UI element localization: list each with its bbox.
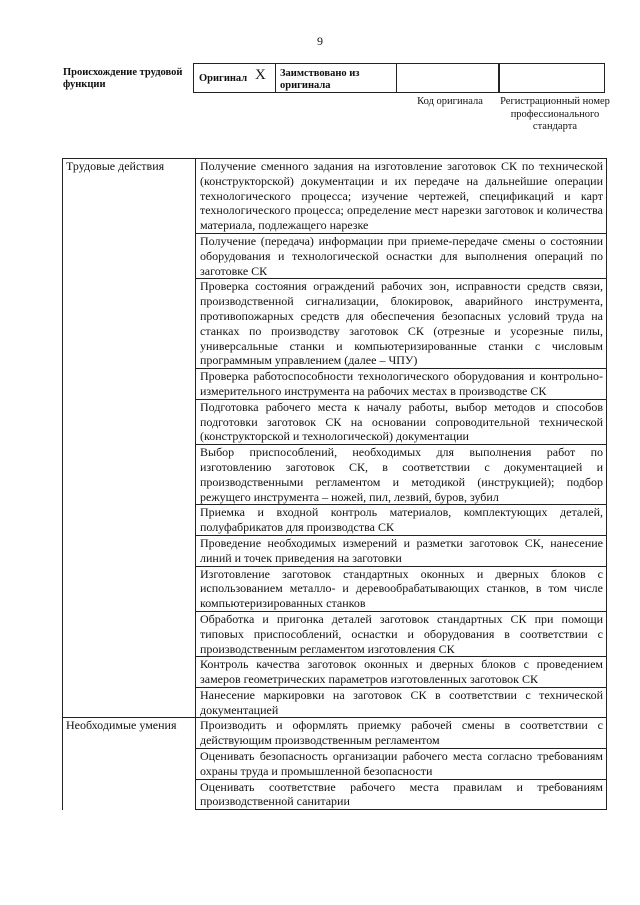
section-label-cell	[63, 399, 196, 444]
original-label: Оригинал	[199, 73, 248, 84]
origin-bottom-border	[397, 92, 605, 93]
section-label-cell	[63, 611, 196, 656]
section-item: Обработка и пригонка деталей заготовок стандартных СК при помощи типовых приспособлений, оснастки и оборудования в соответствии с производственным регламентом изготовления СК	[196, 611, 607, 656]
page-number: 9	[317, 34, 323, 48]
section-label-cell	[63, 657, 196, 688]
section-item: Подготовка рабочего места к началу работы, выбор методов и способов подготовки заготовок СК на основании сопроводительной технической (конструкторской и технологической) документации	[196, 399, 607, 444]
section-label-cell	[63, 779, 196, 810]
section-label-cell	[63, 535, 196, 566]
origin-table	[60, 63, 605, 93]
table-row	[63, 535, 607, 566]
table-row	[63, 369, 607, 400]
section-label-cell	[63, 749, 196, 780]
code-cell	[397, 63, 499, 93]
table-row	[63, 611, 607, 656]
section-label-cell: Необходимые умения	[63, 718, 196, 749]
origin-top-border	[397, 63, 605, 64]
section-item: Изготовление заготовок стандартных оконных и дверных блоков с использованием металло- и деревообрабатывающих станков, в том числе компьютеризированных станков	[196, 566, 607, 611]
section-label-cell	[63, 445, 196, 505]
section-label-cell: Трудовые действия	[63, 159, 196, 234]
reg-caption: Регистрационный номер профессионального стандарта	[500, 96, 610, 132]
original-mark: X	[255, 67, 266, 83]
reg-number-cell	[499, 63, 605, 93]
section-item: Проверка работоспособности технологического оборудования и контрольно-измерительного инструмента на рабочих местах в производстве СК	[196, 369, 607, 400]
section-label-cell	[63, 233, 196, 278]
table-row	[63, 233, 607, 278]
table-row	[63, 566, 607, 611]
section-item: Оценивать соответствие рабочего места правилам и требованиям производственной санитарии	[196, 779, 607, 810]
section-item: Проведение необходимых измерений и разметки заготовок СК, нанесение линий и точек приведения на заготовки	[196, 535, 607, 566]
section-item: Оценивать безопасность организации рабочего места согласно требованиям охраны труда и промышленной безопасности	[196, 749, 607, 780]
functions-table	[62, 158, 607, 810]
origin-label: Происхождение трудовой функции	[63, 67, 183, 90]
section-item: Производить и оформлять приемку рабочей смены в соответствии с действующим производственным регламентом	[196, 718, 607, 749]
table-row	[63, 399, 607, 444]
section-item: Выбор приспособлений, необходимых для выполнения работ по изготовлению заготовок СК, в соответствии с документацией и производственными регламентом и методикой (инструкцией); подбор режущего инструмента – ножей, пил, лезвий, буров, зубил	[196, 445, 607, 505]
section-label-cell	[63, 279, 196, 369]
table-row	[63, 159, 607, 234]
borrowed-cell	[275, 63, 397, 93]
table-row	[63, 445, 607, 505]
section-item: Получение (передача) информации при приеме-передаче смены о состоянии оборудования и технологической оснастки для выполнения операций по заготовке СК	[196, 233, 607, 278]
original-cell	[193, 63, 275, 93]
table-row	[63, 687, 607, 718]
section-item: Нанесение маркировки на заготовок СК в соответствии с технической документацией	[196, 687, 607, 718]
table-row	[63, 718, 607, 749]
section-label-cell	[63, 687, 196, 718]
section-item: Получение сменного задания на изготовление заготовок СК по технической (конструкторской) документации и их передаче на дальнейшие операции технологического процесса; изучение чертежей, спецификаций и карт технологического процесса; определение мест нарезки заготовок и количества материала, подлежащего нарезке	[196, 159, 607, 234]
table-row	[63, 779, 607, 810]
table-row	[63, 505, 607, 536]
table-row	[63, 749, 607, 780]
section-label-cell	[63, 369, 196, 400]
table-row	[63, 657, 607, 688]
borrowed-label: Заимствовано из оригинала	[280, 68, 360, 91]
code-caption: Код оригинала	[417, 96, 483, 107]
section-label-cell	[63, 505, 196, 536]
section-label-cell	[63, 566, 196, 611]
section-item: Приемка и входной контроль материалов, комплектующих деталей, полуфабрикатов для производства СК	[196, 505, 607, 536]
table-row	[63, 279, 607, 369]
section-item: Проверка состояния ограждений рабочих зон, исправности средств связи, производственной сигнализации, блокировок, аварийного инструмента, противопожарных средств для обеспечения безопасных условий труда на станках по производству заготовок СК (отрезные и усорезные пилы, универсальные станки и компьютеризированные станки с числовым программным управлением (далее – ЧПУ)	[196, 279, 607, 369]
section-item: Контроль качества заготовок оконных и дверных блоков с проведением замеров геометрических параметров изготовленных заготовок СК	[196, 657, 607, 688]
